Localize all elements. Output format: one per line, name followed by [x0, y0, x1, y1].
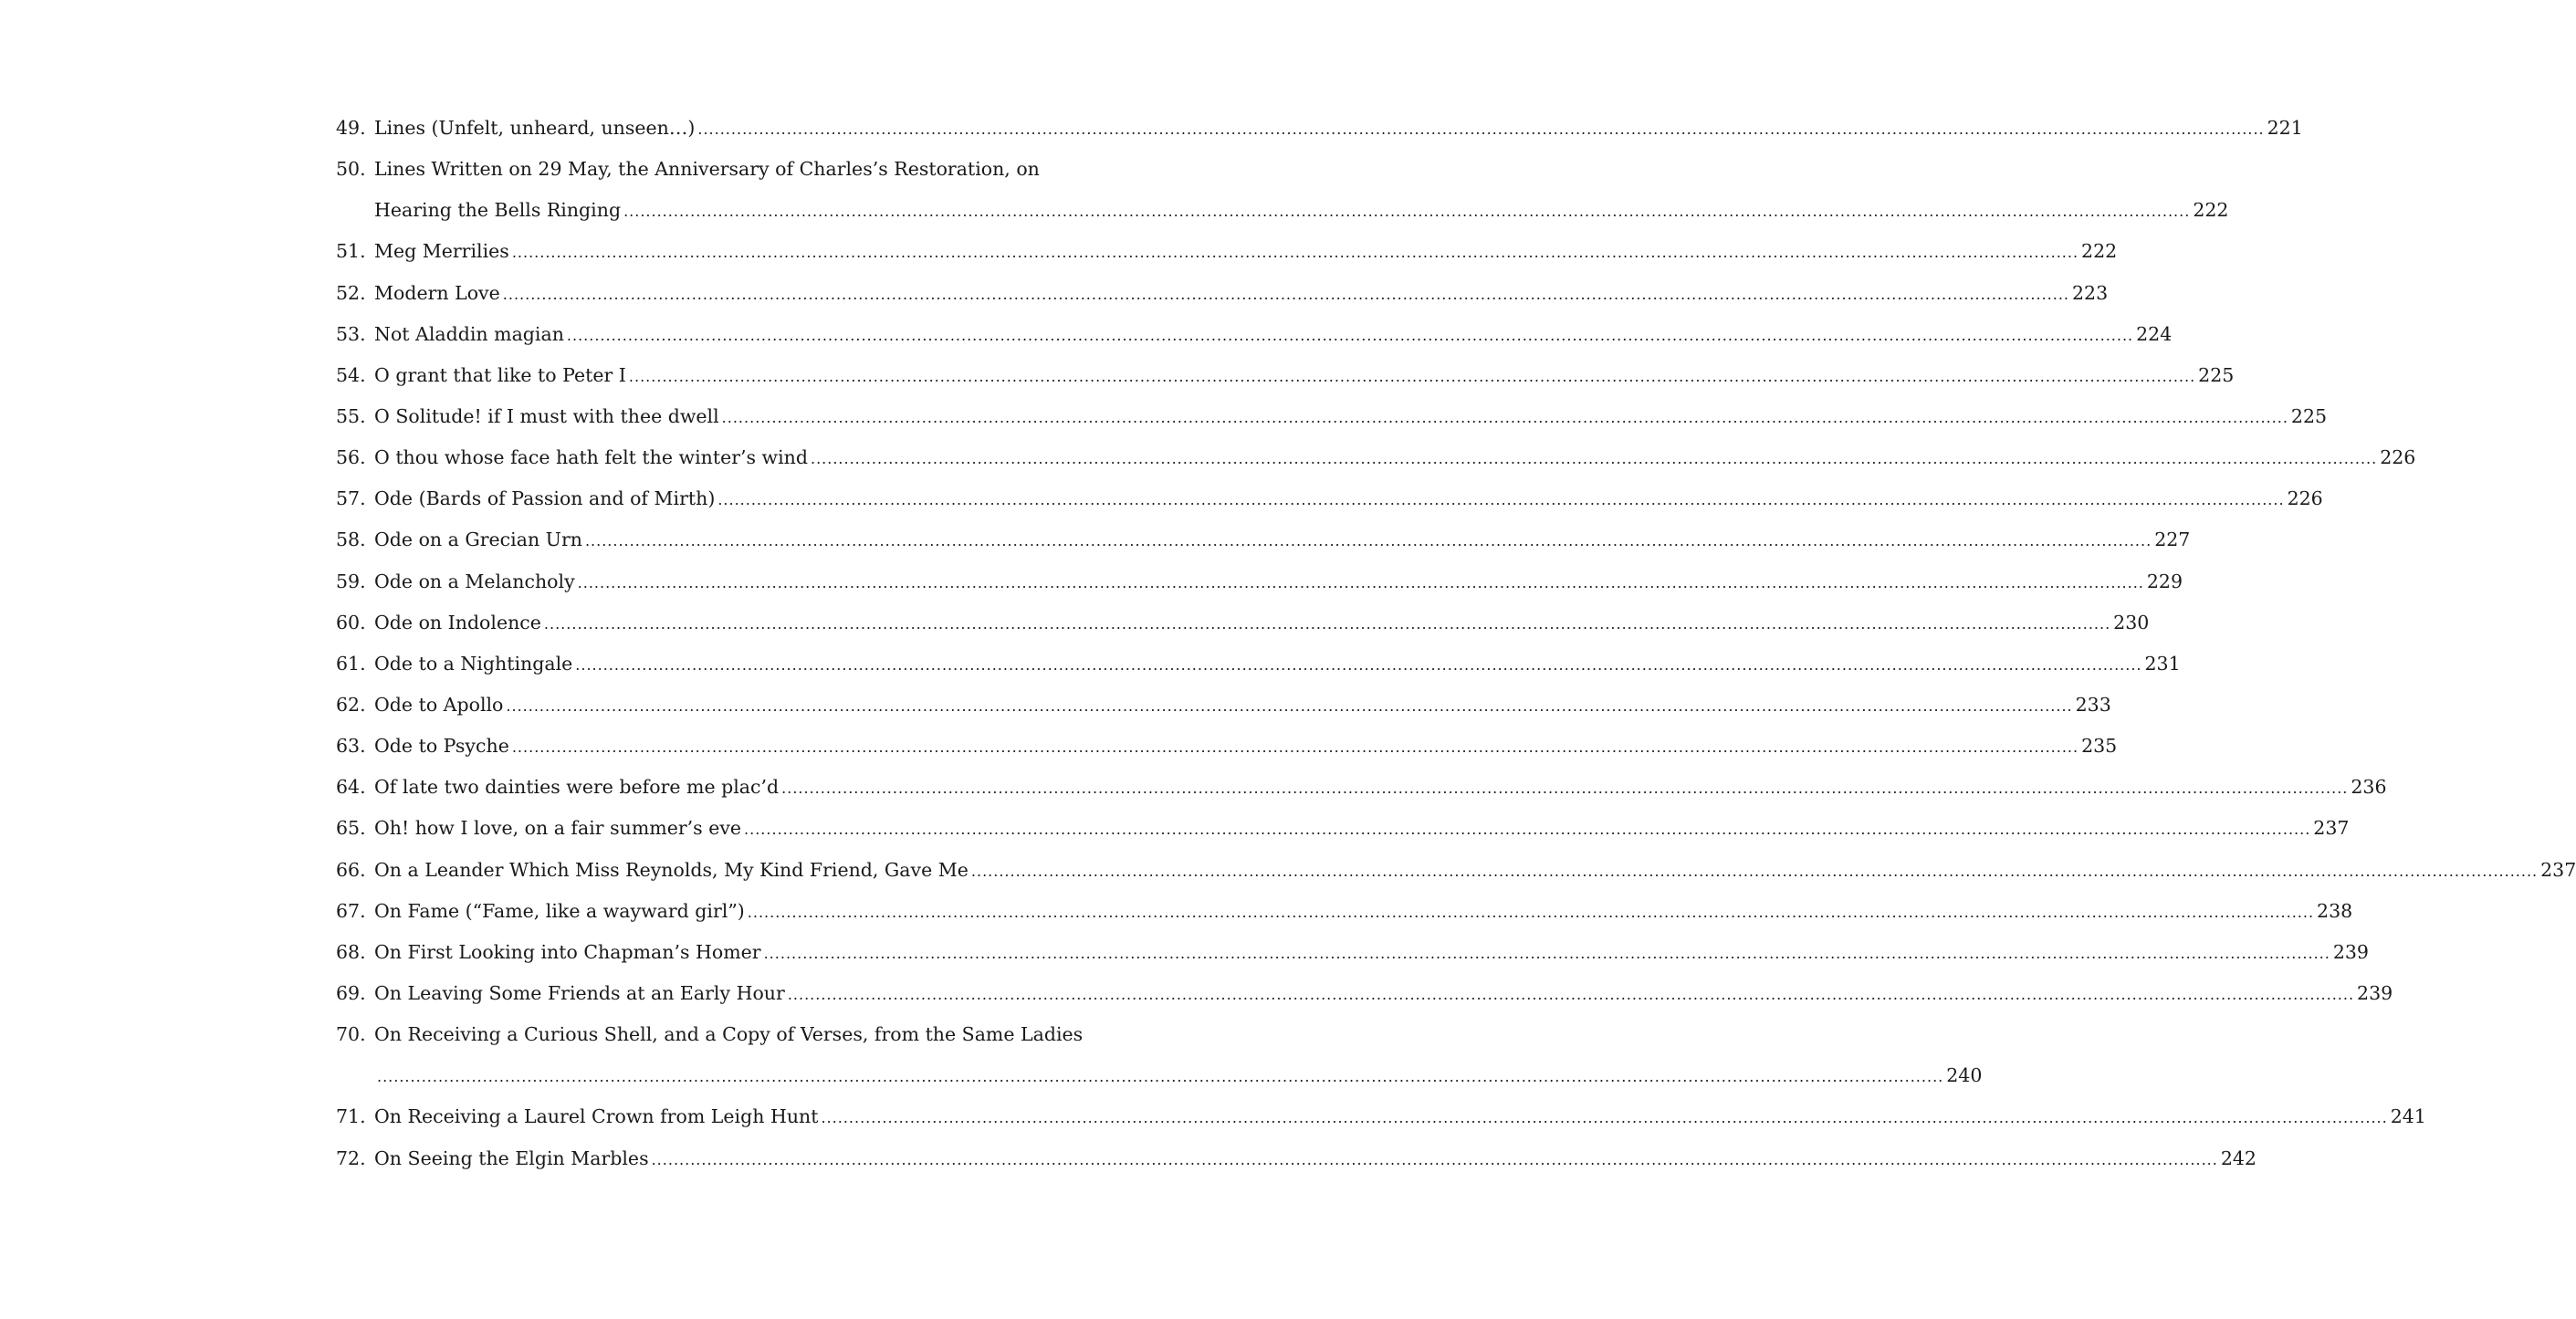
- entry-number: 69.: [336, 981, 366, 1004]
- entry-page-number: 236: [2351, 776, 2387, 799]
- toc-entry: [336, 273, 2109, 314]
- entry-number: 72.: [336, 1146, 366, 1169]
- dot-leader: [788, 974, 2354, 1015]
- entry-title: Ode on a Grecian Urn: [374, 529, 582, 551]
- dot-leader: [781, 768, 2348, 809]
- entry-page-number: 239: [2357, 981, 2393, 1004]
- toc-entry-continuation: [336, 190, 2229, 231]
- dot-leader: [697, 109, 2264, 150]
- entry-page-number: 231: [2144, 652, 2181, 675]
- entry-title: On First Looking into Chapman’s Homer: [374, 940, 761, 963]
- entry-title: O grant that like to Peter I: [374, 363, 626, 386]
- entry-title: On Seeing the Elgin Marbles: [374, 1146, 649, 1169]
- dot-leader: [764, 933, 2330, 974]
- entry-number: 56.: [336, 446, 366, 469]
- entry-number: 52.: [336, 281, 366, 304]
- entry-title: On Fame (“Fame, like a wayward girl”): [374, 899, 745, 922]
- entry-page-number: 223: [2072, 281, 2109, 304]
- toc-entry: [336, 973, 2393, 1014]
- entry-title: Oh! how I love, on a fair summer’s eve: [374, 817, 742, 840]
- toc-entry: [336, 685, 2111, 726]
- entry-number: 59.: [336, 570, 366, 592]
- toc-entry: [336, 602, 2150, 644]
- dot-leader: [377, 1056, 1943, 1097]
- dot-leader: [722, 397, 2288, 438]
- entry-number: 70.: [336, 1023, 366, 1046]
- toc-entry: [336, 850, 2576, 891]
- entry-title: O thou whose face hath felt the winter’s wind: [374, 446, 808, 469]
- toc-entry: [336, 1096, 2426, 1137]
- toc-entry: [336, 231, 2118, 272]
- entry-title: Ode on Indolence: [374, 611, 541, 633]
- entry-title: Not Aladdin magian: [374, 322, 564, 345]
- dot-leader: [821, 1097, 2387, 1138]
- dot-leader: [629, 356, 2195, 397]
- entry-page-number: 226: [2287, 487, 2323, 510]
- dot-leader: [652, 1139, 2218, 1180]
- entry-title: O Solitude! if I must with thee dwell: [374, 404, 719, 427]
- dot-leader: [575, 644, 2141, 686]
- entry-page-number: 221: [2267, 117, 2303, 139]
- toc-entry: [336, 808, 2350, 849]
- dot-leader: [744, 809, 2310, 850]
- entry-title: Modern Love: [374, 281, 500, 304]
- entry-page-number: 237: [2540, 858, 2576, 881]
- entry-title: Ode (Bards of Passion and of Mirth): [374, 487, 716, 510]
- entry-page-number: 237: [2313, 817, 2350, 840]
- entry-page-number: 239: [2332, 940, 2369, 963]
- toc-entry: [336, 891, 2353, 932]
- entry-page-number: 230: [2113, 611, 2150, 633]
- dot-leader: [748, 892, 2314, 933]
- entry-number: 67.: [336, 899, 366, 922]
- entry-page-number: 227: [2154, 529, 2191, 551]
- entry-number: 49.: [336, 117, 366, 139]
- toc-entry: [336, 932, 2369, 973]
- entry-number: 53.: [336, 322, 366, 345]
- entry-page-number: 226: [2380, 446, 2416, 469]
- entry-title: Lines (Unfelt, unheard, unseen…): [374, 117, 696, 139]
- entry-number: 60.: [336, 611, 366, 633]
- entry-title: Lines Written on 29 May, the Anniversary of Charles’s Restoration, on: [374, 158, 1040, 181]
- entry-title: On Leaving Some Friends at an Early Hour: [374, 981, 785, 1004]
- toc-entry: [336, 396, 2328, 437]
- entry-number: 58.: [336, 529, 366, 551]
- dot-leader: [811, 438, 2377, 479]
- entry-number: 61.: [336, 652, 366, 675]
- entry-number: 50.: [336, 158, 366, 181]
- entry-page-number: 233: [2075, 693, 2111, 716]
- entry-page-number: 222: [2081, 240, 2118, 263]
- entry-page-number: 241: [2390, 1105, 2426, 1128]
- entry-title: Ode on a Melancholy: [374, 570, 575, 592]
- dot-leader: [503, 274, 2069, 315]
- entry-number: 51.: [336, 240, 366, 263]
- entry-page-number: 225: [2290, 404, 2328, 427]
- entry-page-number: 229: [2146, 570, 2183, 592]
- toc-entry: [336, 767, 2387, 808]
- entry-number: 54.: [336, 363, 366, 386]
- entry-number: 68.: [336, 940, 366, 963]
- entry-number: 65.: [336, 817, 366, 840]
- toc-entry: [336, 355, 2235, 396]
- entry-title: Of late two dainties were before me plac’d: [374, 776, 780, 799]
- toc-entry: [336, 108, 2303, 149]
- entry-number: 55.: [336, 404, 366, 427]
- entry-number: 64.: [336, 776, 366, 799]
- entry-page-number: 225: [2198, 363, 2235, 386]
- entry-number: 63.: [336, 735, 366, 758]
- dot-leader: [544, 603, 2110, 644]
- entry-title: On Receiving a Laurel Crown from Leigh Hunt: [374, 1105, 819, 1128]
- entry-number: 66.: [336, 858, 366, 881]
- toc-entry: [336, 726, 2118, 767]
- toc-entry: [336, 478, 2323, 519]
- table-of-contents: [336, 108, 2576, 1179]
- entry-number: 71.: [336, 1105, 366, 1128]
- toc-entry-continuation: [336, 1055, 1983, 1096]
- entry-number: 57.: [336, 487, 366, 510]
- toc-entry: [336, 149, 1040, 190]
- entry-page-number: 222: [2193, 199, 2229, 222]
- entry-title: Ode to Apollo: [374, 693, 504, 716]
- dot-leader: [585, 520, 2152, 561]
- toc-entry: [336, 1014, 1084, 1055]
- toc-entry: [336, 314, 2173, 355]
- entry-title: On Receiving a Curious Shell, and a Copy of Verses, from the Same Ladies: [374, 1023, 1084, 1046]
- entry-title: Ode to Psyche: [374, 735, 509, 758]
- dot-leader: [506, 686, 2072, 727]
- toc-entry: [336, 644, 2181, 685]
- dot-leader: [717, 479, 2284, 520]
- toc-entry: [336, 1138, 2257, 1179]
- entry-title: Meg Merrilies: [374, 240, 509, 263]
- entry-title: Ode to a Nightingale: [374, 652, 573, 675]
- toc-entry: [336, 519, 2191, 560]
- entry-title-continued: Hearing the Bells Ringing: [374, 199, 622, 222]
- dot-leader: [512, 232, 2079, 273]
- toc-entry: [336, 437, 2416, 478]
- dot-leader: [567, 315, 2133, 356]
- entry-page-number: 235: [2081, 735, 2118, 758]
- entry-page-number: 224: [2136, 322, 2173, 345]
- entry-page-number: 242: [2220, 1146, 2257, 1169]
- dot-leader: [623, 191, 2190, 232]
- entry-page-number: 238: [2317, 899, 2353, 922]
- entry-page-number: 240: [1946, 1064, 1983, 1087]
- dot-leader: [512, 727, 2079, 768]
- entry-number: 62.: [336, 693, 366, 716]
- dot-leader: [578, 562, 2144, 603]
- entry-title: On a Leander Which Miss Reynolds, My Kind Friend, Gave Me: [374, 858, 969, 881]
- toc-entry: [336, 561, 2183, 602]
- dot-leader: [971, 851, 2538, 892]
